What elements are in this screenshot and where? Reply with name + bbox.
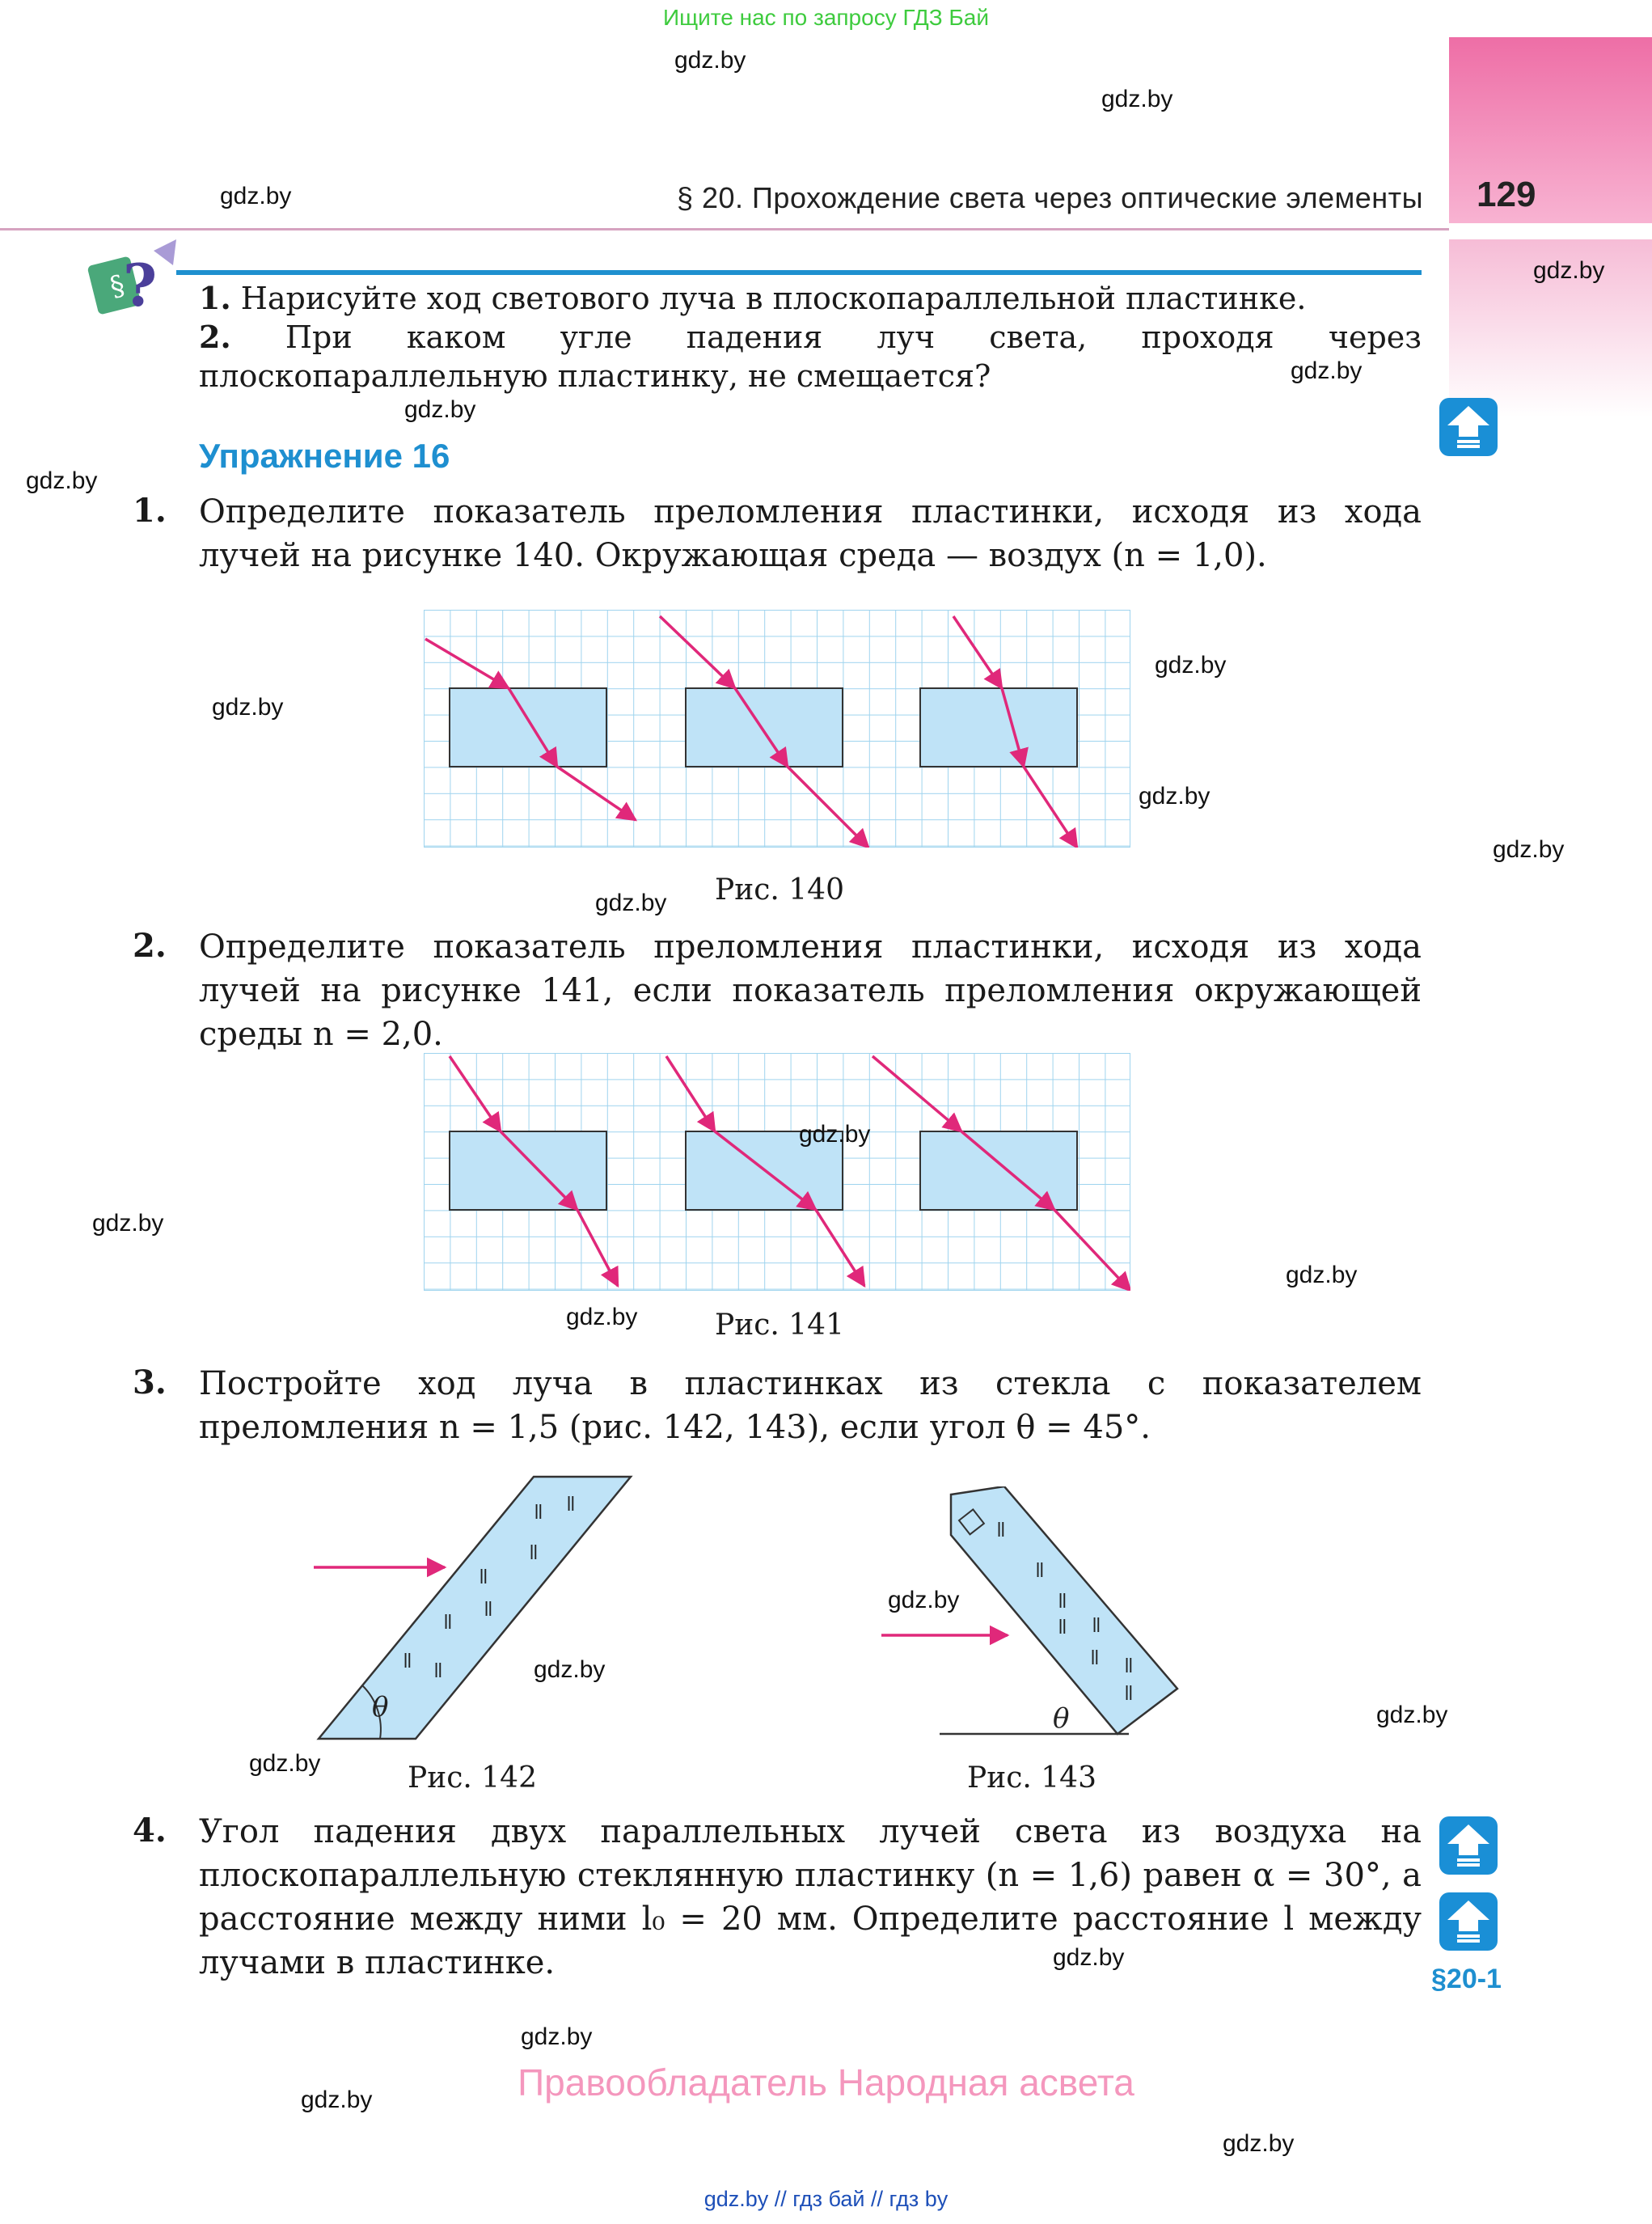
svg-text:?: ? bbox=[123, 251, 158, 317]
nav-up-button-3[interactable] bbox=[1439, 1892, 1498, 1951]
question-1: 1. Нарисуйте ход светового луча в плоскопараллельной пластинке. bbox=[199, 280, 1307, 316]
footer-links[interactable]: gdz.by // гдз бай // гдз by bbox=[703, 2187, 949, 2211]
figure-143 bbox=[878, 1486, 1185, 1745]
tick-mark: ǁ bbox=[534, 1501, 543, 1524]
svg-text:§: § bbox=[107, 268, 129, 304]
page-number: 129 bbox=[1477, 175, 1536, 214]
svg-text:ǁ: ǁ bbox=[529, 1541, 539, 1564]
copyright-notice: Правообладатель Народная асвета bbox=[518, 2061, 1134, 2103]
watermark: gdz.by bbox=[521, 2023, 593, 2050]
watermark: gdz.by bbox=[566, 1304, 638, 1330]
watermark: gdz.by bbox=[1053, 1944, 1125, 1971]
watermark: gdz.by bbox=[888, 1587, 960, 1613]
watermark: gdz.by bbox=[1291, 357, 1363, 384]
watermark: gdz.by bbox=[1223, 2130, 1295, 2157]
svg-text:ǁ: ǁ bbox=[479, 1566, 488, 1588]
theta-label-143: θ bbox=[1053, 1702, 1070, 1735]
running-header: § 20. Прохождение света через оптические элементы bbox=[676, 181, 1423, 214]
task-3-number: 3. bbox=[133, 1364, 167, 1402]
figure-140-caption: Рис. 140 bbox=[715, 873, 844, 907]
question-2: 2. При каком угле падения луч света, проходя через плоскопараллельную пластинку, не смещается? bbox=[199, 319, 1422, 394]
task-2-text: Определите показатель преломления пластинки, исходя из хода лучей на рисунке 141, если показатель преломления окружающей среды n = 2,0. bbox=[199, 928, 1422, 1053]
nav-up-button-2[interactable] bbox=[1439, 1816, 1498, 1875]
task-4-number: 4. bbox=[133, 1812, 167, 1850]
task-1-number: 1. bbox=[133, 492, 167, 530]
watermark: gdz.by bbox=[26, 467, 98, 494]
svg-text:ǁ: ǁ bbox=[1035, 1559, 1045, 1582]
svg-text:ǁ: ǁ bbox=[566, 1493, 576, 1516]
watermark: gdz.by bbox=[404, 396, 476, 423]
figure-142 bbox=[307, 1470, 647, 1745]
task-2-number: 2. bbox=[133, 927, 167, 965]
svg-text:ǁ: ǁ bbox=[1124, 1655, 1134, 1677]
watermark: gdz.by bbox=[1493, 836, 1565, 863]
watermark: gdz.by bbox=[534, 1656, 606, 1683]
task-3-text: Постройте ход луча в пластинках из стекла с показателем преломления n = 1,5 (рис. 142, 143), если угол θ = 45°. bbox=[199, 1365, 1422, 1446]
figure-140 bbox=[424, 610, 1130, 848]
up-arrow-icon bbox=[1439, 398, 1498, 456]
questions-rule bbox=[176, 270, 1422, 275]
svg-text:ǁ: ǁ bbox=[1124, 1682, 1134, 1705]
watermark: gdz.by bbox=[1139, 783, 1210, 810]
watermark: gdz.by bbox=[1101, 86, 1173, 112]
nav-up-button[interactable] bbox=[1439, 398, 1498, 456]
svg-text:ǁ: ǁ bbox=[433, 1660, 443, 1682]
watermark: gdz.by bbox=[1155, 652, 1227, 679]
svg-text:ǁ: ǁ bbox=[403, 1650, 412, 1672]
theta-label: θ bbox=[372, 1691, 389, 1723]
watermark: gdz.by bbox=[799, 1121, 871, 1148]
watermark: gdz.by bbox=[1286, 1262, 1358, 1288]
svg-text:ǁ: ǁ bbox=[1058, 1590, 1067, 1613]
svg-text:ǁ: ǁ bbox=[996, 1519, 1006, 1541]
questions-block bbox=[199, 279, 1422, 395]
svg-text:ǁ: ǁ bbox=[1090, 1647, 1100, 1669]
svg-text:ǁ: ǁ bbox=[1092, 1614, 1101, 1637]
figure-141 bbox=[424, 1053, 1130, 1291]
svg-text:ǁ: ǁ bbox=[1058, 1616, 1067, 1638]
watermark: gdz.by bbox=[674, 47, 746, 74]
watermark: gdz.by bbox=[301, 2087, 373, 2113]
up-arrow-icon bbox=[1439, 1816, 1498, 1875]
search-hint: Ищите нас по запросу ГДЗ Бай bbox=[662, 5, 990, 30]
watermark: gdz.by bbox=[212, 694, 284, 721]
up-arrow-icon bbox=[1439, 1892, 1498, 1951]
watermark: gdz.by bbox=[595, 890, 667, 916]
section-reference-link[interactable]: §20-1 bbox=[1431, 1964, 1502, 1994]
watermark: gdz.by bbox=[220, 183, 292, 209]
watermark: gdz.by bbox=[249, 1750, 321, 1777]
figure-141-caption: Рис. 141 bbox=[715, 1309, 844, 1342]
exercise-title: Упражнение 16 bbox=[199, 437, 450, 475]
svg-text:ǁ: ǁ bbox=[484, 1598, 493, 1621]
figure-143-caption: Рис. 143 bbox=[967, 1761, 1096, 1795]
watermark: gdz.by bbox=[92, 1210, 164, 1237]
watermark: gdz.by bbox=[1376, 1702, 1448, 1728]
header-rule bbox=[0, 228, 1449, 230]
watermark: gdz.by bbox=[1533, 257, 1605, 284]
task-1-text: Определите показатель преломления пластинки, исходя из хода лучей на рисунке 140. Окружающая среда — воздух (n = 1,0). bbox=[199, 493, 1422, 574]
questions-icon bbox=[86, 236, 183, 317]
svg-text:ǁ: ǁ bbox=[443, 1611, 453, 1634]
task-4-text: Угол падения двух параллельных лучей света из воздуха на плоскопараллельную стеклянную пластинку (n = 1,6) равен α = 30°, а расстояние между ними l₀ = 20 мм. Определите расстояние l между лучами в пластинке. bbox=[199, 1813, 1422, 1981]
figure-142-caption: Рис. 142 bbox=[408, 1761, 537, 1795]
